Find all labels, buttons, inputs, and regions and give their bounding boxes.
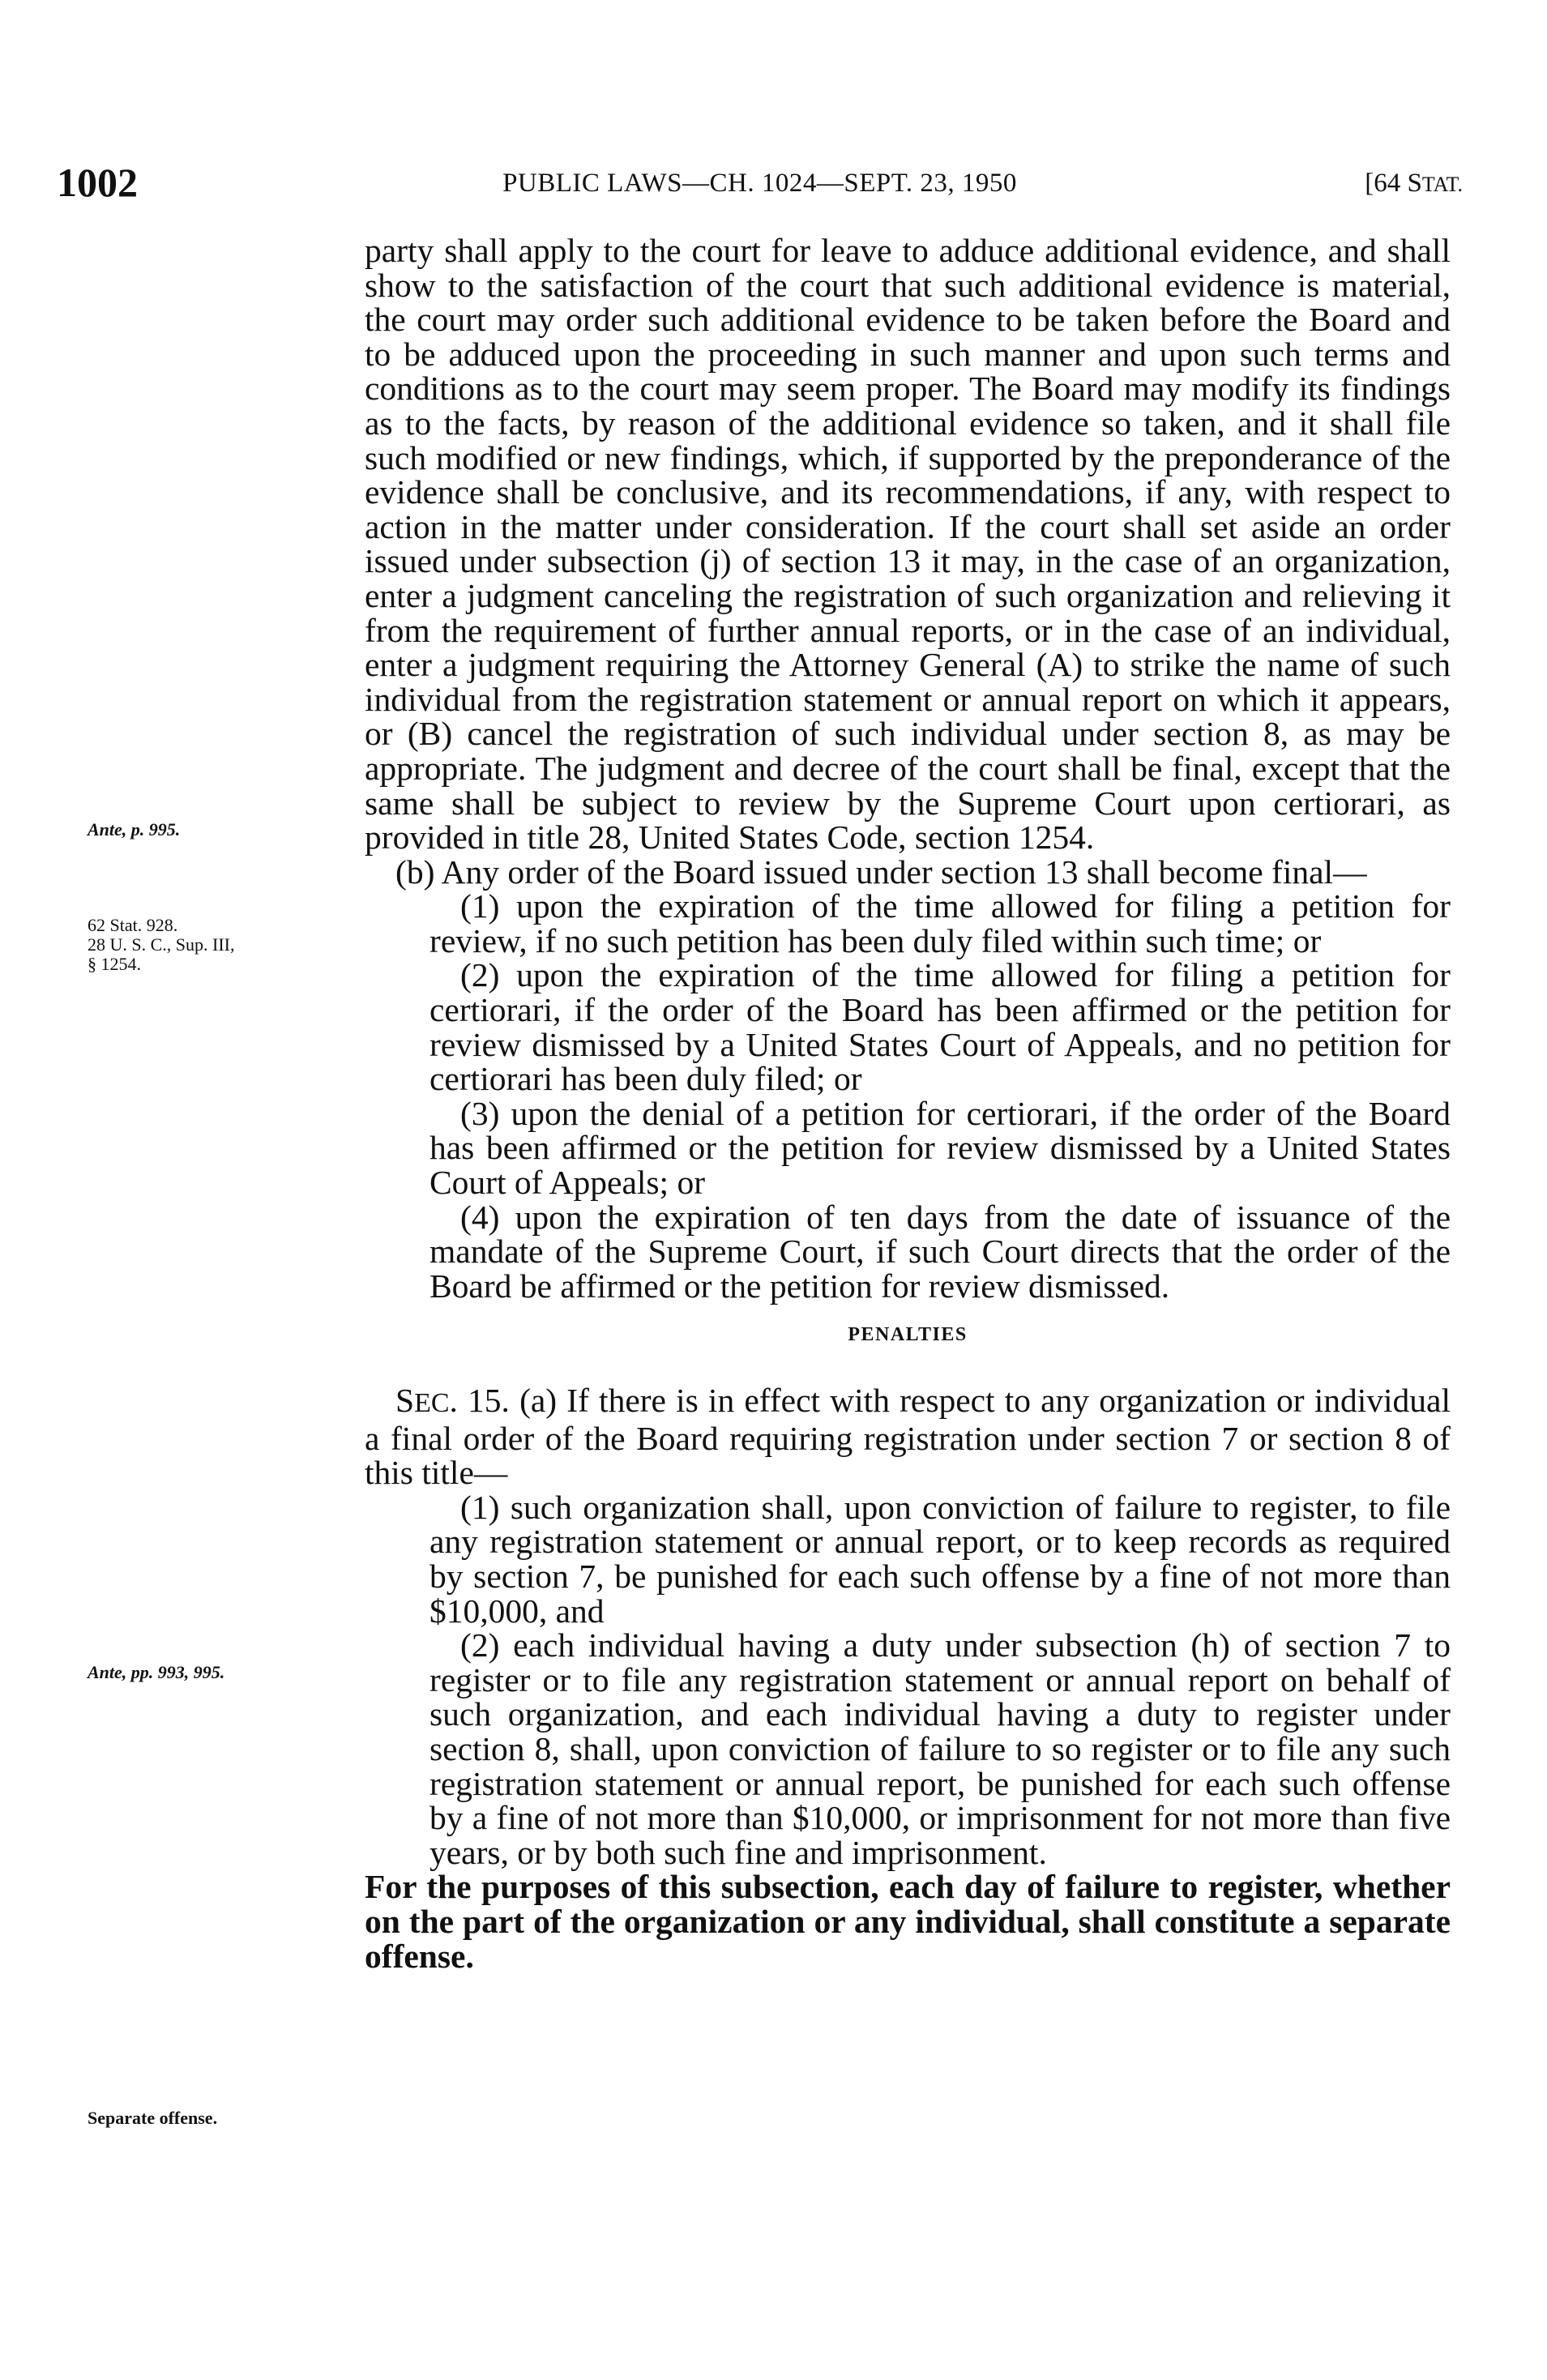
- volume-citation: [1365, 169, 1463, 199]
- sec-prefix: S: [395, 1382, 415, 1419]
- list-item-b4: (4) upon the expiration of ten days from the date of issuance of the mandate of the Supreme Court, if such Court directs that the order of the Board be affirmed or the petition for review dismissed.: [429, 1198, 1451, 1305]
- page-header: [57, 159, 1463, 207]
- margin-note-stat-1: 62 Stat. 928.: [88, 915, 178, 935]
- volume-prefix: [64 S: [1365, 169, 1422, 198]
- list-item-b3: (3) upon the denial of a petition for certiorari, if the order of the Board has been affirmed or the petition for review dismissed by a United States Court of Appeals; or: [429, 1094, 1451, 1202]
- running-head: PUBLIC LAWS—CH. 1024—SEPT. 23, 1950: [502, 169, 1017, 198]
- margin-note-separate-offense: Separate offense.: [88, 2108, 218, 2128]
- sec-smallcaps: EC: [414, 1388, 450, 1418]
- body-text: [365, 233, 1451, 1973]
- paragraph-continuation: party shall apply to the court for leave to adduce additional evidence, and shall show to the satisfaction of the court that such additional evidence is material, the court may order such additional evidence to be taken before the Board and to be adduced upon the proceeding in such manner and upon such terms and conditions as to the court may seem proper. The Board may modify its findings as to the facts, by reason of the additional evidence so taken, and it shall file such modified or new findings, which, if supported by the preponderance of the evidence shall be conclusive, and its recommendations, if any, with respect to action in the matter under consideration. If the court shall set aside an order issued under subsection (j) of section 13 it may, in the case of an organization, enter a judgment canceling the registration of such organization and relieving it from the requirement of further annual reports, or in the case of an individual, enter a judgment requiring the Attorney General (A) to strike the name of such individual from the registration statement or annual report on which it appears, or (B) cancel the registration of such individual under section 8, as may be appropriate. The judgment and decree of the court shall be final, except that the same shall be subject to review by the Supreme Court upon certiorari, as provided in title 28, United States Code, section 1254.: [365, 232, 1451, 857]
- paragraph-sec-15: [365, 1383, 1451, 1490]
- margin-note-stat-3: § 1254.: [88, 954, 141, 974]
- page-number: 1002: [57, 160, 138, 205]
- margin-note-stat-2: 28 U. S. C., Sup. III,: [88, 934, 235, 955]
- list-item-b1: (1) upon the expiration of the time allowed for filing a petition for review, if no such petition has been duly filed within such time; or: [429, 887, 1451, 959]
- volume-smallcaps: TAT.: [1421, 173, 1463, 196]
- sec-15-text: . 15. (a) If there is in effect with respect to any organization or individual a final order of the Board requiring registration under section 7 or section 8 of this title—: [365, 1382, 1451, 1492]
- margin-note-ante-995: Ante, p. 995.: [88, 819, 181, 840]
- list-item-b2: (2) upon the expiration of the time allowed for filing a petition for certiorari, if the order of the Board has been affirmed or the petition for review dismissed by a United States Court of Appeals, and no petition for certiorari has been duly filed; or: [429, 956, 1451, 1098]
- list-item-15-1: (1) such organization shall, upon conviction of failure to register, to file any registration statement or annual report, or to keep records as required by section 7, be punished for each such offense by a fine of not more than $10,000, and: [429, 1488, 1451, 1630]
- paragraph-b: (b) Any order of the Board issued under section 13 shall become final—: [395, 852, 1367, 891]
- margin-note-ante-993: Ante, pp. 993, 995.: [88, 1662, 225, 1682]
- paragraph-separate-offense: For the purposes of this subsection, each day of failure to register, whether on the part of the organization or any individual, shall constitute a separate offense.: [365, 1868, 1451, 1975]
- list-item-15-2: (2) each individual having a duty under subsection (h) of section 7 to register or to file any registration statement or annual report on behalf of such organization, and each individual having a duty to register under section 8, shall, upon conviction of failure to so register or to file any such registration statement or annual report, be punished for each such offense by a fine of not more than $10,000, or imprisonment for not more than five years, or by both such fine and imprisonment.: [429, 1626, 1451, 1871]
- section-heading-penalties: PENALTIES: [848, 1324, 968, 1346]
